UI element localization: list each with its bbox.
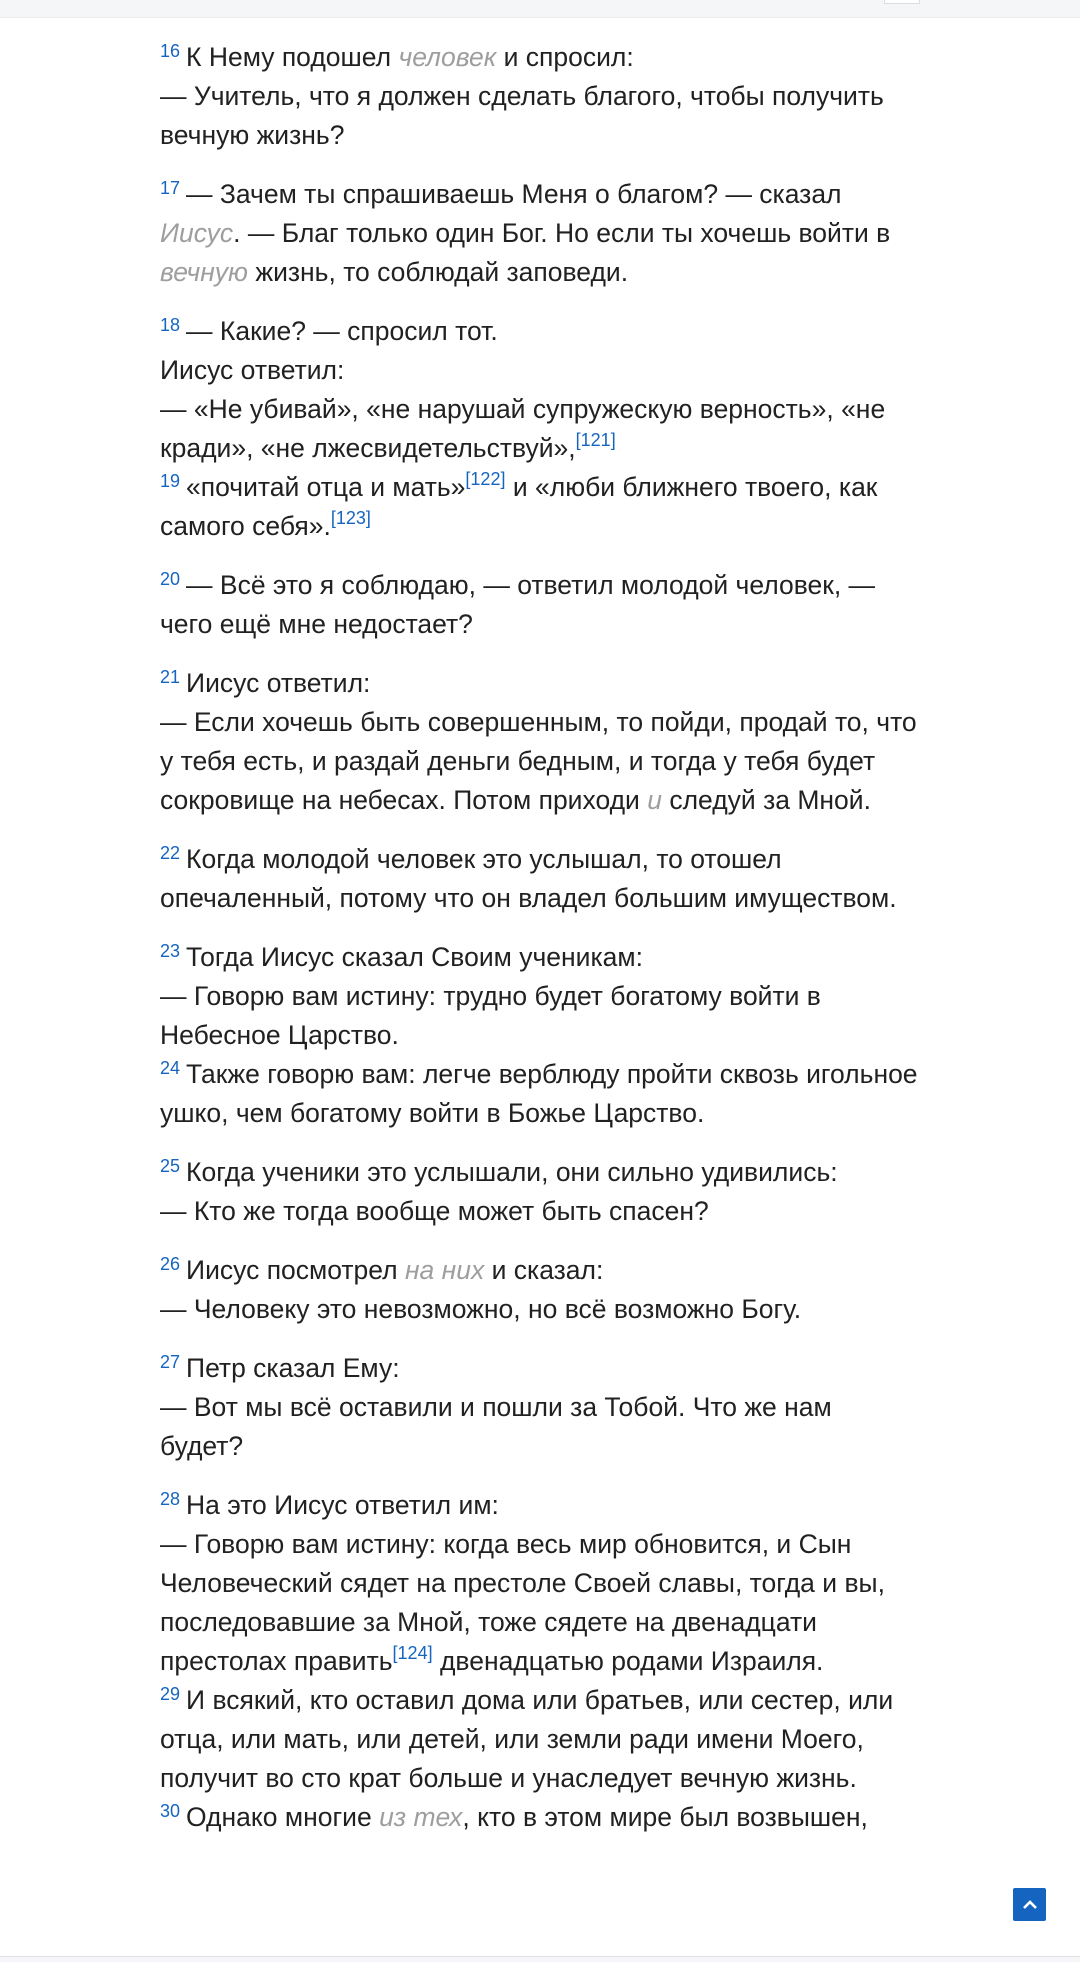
added-word: человек xyxy=(398,42,497,72)
scroll-to-top-button[interactable] xyxy=(1013,1888,1046,1921)
verse-number[interactable]: 26 xyxy=(160,1254,181,1274)
bottom-bar xyxy=(0,1956,1080,1962)
paragraph xyxy=(160,312,922,546)
verse-text: Однако многие xyxy=(186,1802,380,1832)
verse-text: На это Иисус ответил им: xyxy=(186,1490,499,1520)
paragraph xyxy=(160,938,922,1133)
verse-number[interactable]: 25 xyxy=(160,1156,181,1176)
added-word: и xyxy=(647,785,662,815)
verse-text: К Нему подошел xyxy=(186,42,399,72)
verse-text: двенадцатью родами Израиля. xyxy=(432,1646,824,1676)
paragraph xyxy=(160,566,922,644)
added-word: на них xyxy=(404,1255,485,1285)
verse-text: Когда молодой человек это услышал, то отошел опечаленный, потому что он владел большим имуществом. xyxy=(160,844,897,913)
verse-text: . — Благ только один Бог. Но если ты хочешь войти в xyxy=(233,218,891,248)
added-word: из тех xyxy=(379,1802,463,1832)
verse-text: «почитай отца и мать» xyxy=(186,472,466,502)
paragraph xyxy=(160,1486,922,1837)
verse-number[interactable]: 21 xyxy=(160,667,181,687)
verse-text: следуй за Мной. xyxy=(661,785,871,815)
verse-text: — «Не убивай», «не нарушай супружескую верность», «не кради», «не лжесвидетельствуй», xyxy=(160,394,886,463)
verse-number[interactable]: 28 xyxy=(160,1489,181,1509)
verse-number[interactable]: 29 xyxy=(160,1684,181,1704)
paragraph xyxy=(160,1251,922,1329)
top-toolbar xyxy=(0,0,1080,18)
verse-text: , кто в этом мире был возвышен, xyxy=(462,1802,868,1832)
paragraph xyxy=(160,175,922,292)
verse-number[interactable]: 23 xyxy=(160,941,181,961)
verse-text: — Говорю вам истину: трудно будет богатому войти в Небесное Царство. xyxy=(160,981,821,1050)
verse-text: — Всё это я соблюдаю, — ответил молодой человек, — чего ещё мне недостает? xyxy=(160,570,876,639)
verse-number[interactable]: 24 xyxy=(160,1058,181,1078)
footnote-link[interactable]: [123] xyxy=(330,508,371,528)
verse-text: Когда ученики это услышали, они сильно удивились: xyxy=(186,1157,838,1187)
verse-text: Также говорю вам: легче верблюду пройти сквозь игольное ушко, чем богатому войти в Божье Царство. xyxy=(160,1059,918,1128)
verse-text: — Учитель, что я должен сделать благого, чтобы получить вечную жизнь? xyxy=(160,81,884,150)
toolbar-tab[interactable] xyxy=(884,0,920,4)
verse-number[interactable]: 27 xyxy=(160,1352,181,1372)
footnote-link[interactable]: [121] xyxy=(575,430,616,450)
footnote-link[interactable]: [124] xyxy=(392,1643,433,1663)
paragraph xyxy=(160,840,922,918)
verse-text: — Если хочешь быть совершенным, то пойди, продай то, что у тебя есть, и раздай деньги бедным, и тогда у тебя будет сокровище на небесах. Потом приходи xyxy=(160,707,917,815)
verse-text: Иисус ответил: xyxy=(160,355,345,385)
verse-text: — Зачем ты спрашиваешь Меня о благом? — сказал xyxy=(186,179,842,209)
verse-number[interactable]: 16 xyxy=(160,41,181,61)
verse-text: — Человеку это невозможно, но всё возможно Богу. xyxy=(160,1294,802,1324)
paragraph xyxy=(160,1153,922,1231)
verse-number[interactable]: 20 xyxy=(160,569,181,589)
verse-text: Петр сказал Ему: xyxy=(186,1353,400,1383)
verse-number[interactable]: 30 xyxy=(160,1801,181,1821)
verse-text: — Вот мы всё оставили и пошли за Тобой. Что же нам будет? xyxy=(160,1392,832,1461)
verse-text: Иисус ответил: xyxy=(186,668,371,698)
verse-text: — Говорю вам истину: когда весь мир обновится, и Сын Человеческий сядет на престоле Своей славы, тогда и вы, последовавшие за Мной, тоже сядете на двенадцати престолах править xyxy=(160,1529,885,1676)
verse-text: Тогда Иисус сказал Своим ученикам: xyxy=(186,942,643,972)
verse-text: жизнь, то соблюдай заповеди. xyxy=(247,257,629,287)
chapter-text xyxy=(160,38,922,1857)
footnote-link[interactable]: [122] xyxy=(465,469,506,489)
verse-text: И всякий, кто оставил дома или братьев, или сестер, или отца, или мать, или детей, или земли ради имени Моего, получит во сто крат больше и унаследует вечную жизнь. xyxy=(160,1685,894,1793)
paragraph xyxy=(160,1349,922,1466)
verse-text: и сказал: xyxy=(484,1255,604,1285)
verse-text: и спросил: xyxy=(496,42,634,72)
chevron-up-icon xyxy=(1022,1899,1038,1911)
paragraph xyxy=(160,38,922,155)
verse-text: — Кто же тогда вообще может быть спасен? xyxy=(160,1196,709,1226)
verse-text: Иисус посмотрел xyxy=(186,1255,405,1285)
verse-text: — Какие? — спросил тот. xyxy=(186,316,498,346)
verse-number[interactable]: 19 xyxy=(160,471,181,491)
verse-number[interactable]: 18 xyxy=(160,315,181,335)
verse-number[interactable]: 22 xyxy=(160,843,181,863)
added-word: Иисус xyxy=(160,218,234,248)
verse-text: и «люби ближнего твоего, как самого себя». xyxy=(160,472,878,541)
added-word: вечную xyxy=(160,257,248,287)
verse-number[interactable]: 17 xyxy=(160,178,181,198)
paragraph xyxy=(160,664,922,820)
